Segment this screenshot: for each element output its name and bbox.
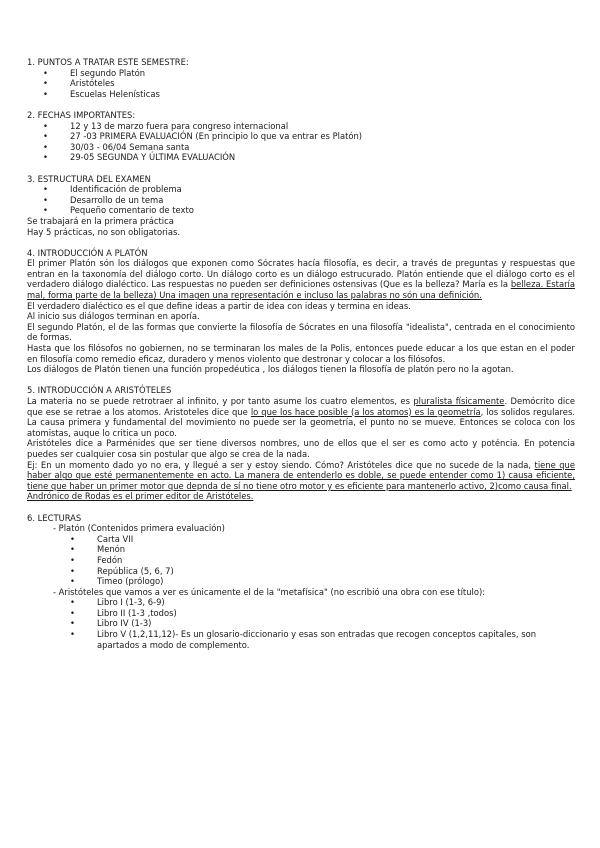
text-run: La materia no se puede retrotraer al infinito, y por tanto asume los cuatro elementos, es <box>27 396 414 406</box>
list-item: • El segundo Platón <box>27 68 575 79</box>
list-item: • Libro I (1-3, 6-9) <box>27 597 575 608</box>
bullet-list <box>27 534 575 587</box>
paragraph: El verdadero dialéctico es el que define ideas a partir de idea con ideas y termina en ideas. <box>27 300 411 311</box>
underlined-text: lo que los hace posible (a los atomos) es la geometría <box>250 406 481 417</box>
paragraph: El segundo Platón, el de las formas que convierte la filosofía de Sócrates en una filosofía "idealista", centrada en el conocimiento de formas. <box>27 321 575 343</box>
text-run: , los solidos regulares. La causa primera y fundamental del movimiento no puede ser la geometría, el punto no se mueve. Entonces se coloca con los atomistas, auque lo critica un poco. <box>27 406 575 438</box>
paragraph: Al inicio sus diálogos terminan en aporía. <box>27 311 200 322</box>
section-title: 4. INTRODUCCIÓN A PLATÓN <box>27 247 148 258</box>
text-run: Ej: En un momento dado yo no era, y llegué a ser y estoy siendo. Cómo? Aristóteles dice que no sucede de la nada, <box>27 459 535 470</box>
list-item: • Libro IV (1-3) <box>27 618 575 629</box>
paragraph <box>27 460 575 492</box>
list-item: • Pequeño comentario de texto <box>27 205 575 216</box>
list-item: • 12 y 13 de marzo fuera para congreso internacional <box>27 121 575 132</box>
section-title: 2. FECHAS IMPORTANTES: <box>27 109 136 120</box>
list-item: • Identificación de problema <box>27 184 575 195</box>
section-title: 6. LECTURAS <box>27 512 82 523</box>
sub-heading: - Aristóteles que vamos a ver es únicamente el de la "metafísica" (no escribió una obra con ese título): <box>53 586 486 597</box>
section-title: 3. ESTRUCTURA DEL EXAMEN <box>27 173 151 184</box>
paragraph <box>27 396 575 438</box>
bullet-list <box>27 121 575 163</box>
section-title: 5. INTRODUCCIÓN A ARISTÓTELES <box>27 385 172 396</box>
list-item: • 30/03 - 06/04 Semana santa <box>27 142 575 153</box>
sub-heading: - Platón (Contenidos primera evaluación) <box>53 523 225 534</box>
list-item: • Desarrollo de un tema <box>27 195 575 206</box>
paragraph: Aristóteles dice a Parménides que ser tiene diversos nombres, uno de ellos que el ser es como acto y poténcia. En potencia puedes ser cualquier cosa sin postular que algo se crea de la nada. <box>27 438 575 459</box>
list-item: • República (5, 6, 7) <box>27 566 575 577</box>
list-item: • Menón <box>27 544 575 555</box>
section-lecturas <box>27 513 575 651</box>
note-text: Se trabajará en la primera práctica <box>27 215 174 226</box>
section-aristoteles <box>27 385 575 502</box>
bullet-list <box>27 184 575 216</box>
section-title: 1. PUNTOS A TRATAR ESTE SEMESTRE: <box>27 57 189 67</box>
section-platon <box>27 248 575 375</box>
text-run: . Demócrito dice que ese se retrae a los atomos. Aristoteles dice que <box>27 396 575 417</box>
underlined-text: tiene que haber algo que esté permanentemente en acto. La manera de entenderlo es doble, se puede entender como 1) causa eficiente, tiene que haber un primer motor que depnda de sí no tiene otro motor y es eficiente para mantenerlo activo, 2)como causa final. <box>27 459 576 491</box>
list-item: • Aristóteles <box>27 78 575 89</box>
section-examen <box>27 174 575 238</box>
text-run: El primer Platón són los diálogos que exponen como Sócrates hacía filosofía, es decir, a través de preguntas y respuestas que entran en la taxonomía del diálogo corto. Un diálogo corto es un diálogo estrucurado. Platón entiende que el diálogo corto es el verdadero diálogo dialéctico. Las respuestas no pueden ser definiciones ostensivas (Que es la belleza? María es la <box>27 258 575 290</box>
list-item: • Libro V (1,2,11,12)- Es un glosario-diccionario y esas son entradas que recogen conceptos capitales, son apartados a modo de complemento. <box>27 629 575 650</box>
document-body <box>27 57 575 650</box>
list-item: • 29-05 SEGUNDA Y ÚLTIMA EVALUACIÓN <box>27 152 575 163</box>
list-item: • Escuelas Helenísticas <box>27 89 575 100</box>
list-item: • 27 -03 PRIMERA EVALUACIÓN (En principio lo que va entrar es Platón) <box>27 131 575 142</box>
underlined-text: pluralista físicamente <box>413 396 505 406</box>
paragraph <box>27 258 575 300</box>
paragraph: Los diálogos de Platón tienen una función propedéutica , los diálogos tienen la filosofía de platón pero no la agotan. <box>27 364 514 375</box>
list-item: • Fedón <box>27 555 575 566</box>
list-item: • Timeo (prólogo) <box>27 576 575 587</box>
section-fechas <box>27 110 575 163</box>
section-puntos <box>27 57 575 99</box>
paragraph: Andrónico de Rodas es el primer editor de Aristóteles. <box>27 491 254 502</box>
bullet-list <box>27 68 575 100</box>
paragraph: Hasta que los filósofos no gobiernen, no se terminaran los males de la Polis, entonces puede educar a los que estan en el poder en filosofía como remedio eficaz, duradero y menos violento que destronar y colocar a los filósofos. <box>27 343 575 364</box>
note-text: Hay 5 prácticas, no son obligatorias. <box>27 226 180 237</box>
list-item: • Libro II (1-3 ,todos) <box>27 608 575 619</box>
underlined-text: belleza. Estaría mal, forma parte de la belleza) Una imagen una representación e incluso las palabras no són una definición. <box>27 279 575 301</box>
list-item: • Carta VII <box>27 534 575 545</box>
bullet-list <box>27 597 575 650</box>
